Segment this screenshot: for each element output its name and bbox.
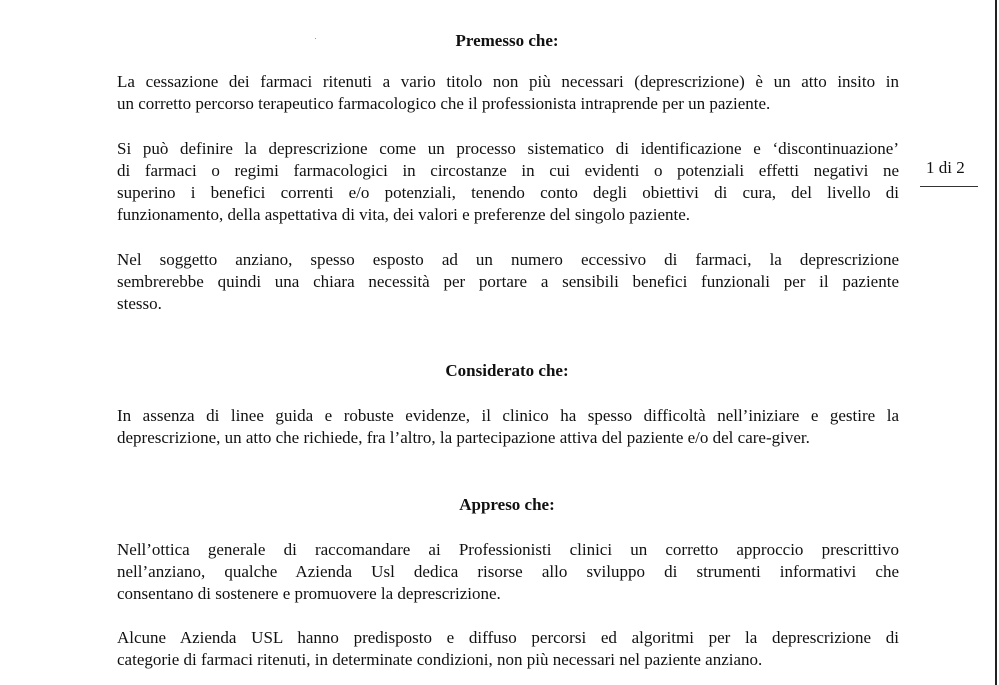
paragraph-premesso-2 [117, 138, 899, 226]
section-heading-premesso: Premesso che: [455, 31, 559, 50]
text-line: deprescrizione, un atto che richiede, fra l’altro, la partecipazione attiva del paziente e/o del care-giver. [117, 428, 810, 447]
text-line: nell’anziano, qualche Azienda Usl dedica risorse allo sviluppo di strumenti informativi che [117, 562, 899, 581]
text-line: La cessazione dei farmaci ritenuti a vario titolo non più necessari (deprescrizione) è un atto insito in [117, 72, 899, 91]
text-line: di farmaci o regimi farmacologici in circostanze in cui evidenti o potenziali effetti negativi ne [117, 161, 899, 180]
text-line: un corretto percorso terapeutico farmacologico che il professionista intraprende per un paziente. [117, 94, 771, 113]
text-line: Si può definire la deprescrizione come un processo sistematico di identificazione e ‘discontinuazione’ [117, 139, 899, 158]
page-indicator-rule [920, 186, 978, 187]
page-edge-border [995, 0, 997, 685]
paragraph-considerato-1 [117, 405, 899, 449]
text-line: funzionamento, della aspettativa di vita, dei valori e preferenze del singolo paziente. [117, 205, 691, 224]
text-line: sembrerebbe quindi una chiara necessità per portare a sensibili benefici funzionali per il paziente [117, 272, 899, 291]
text-line: stesso. [117, 294, 162, 313]
section-heading-considerato: Considerato che: [445, 361, 569, 380]
text-line: Alcune Azienda USL hanno predisposto e diffuso percorsi ed algoritmi per la deprescrizione di [117, 628, 899, 647]
paragraph-appreso-2 [117, 627, 899, 671]
text-line: Nel soggetto anziano, spesso esposto ad un numero eccessivo di farmaci, la deprescrizione [117, 250, 899, 269]
page-indicator: 1 di 2 [926, 158, 965, 177]
paragraph-appreso-1 [117, 539, 899, 605]
paragraph-premesso-1 [117, 71, 899, 115]
text-line: In assenza di linee guida e robuste evidenze, il clinico ha spesso difficoltà nell’iniziare e gestire la [117, 406, 899, 425]
text-line: superino i benefici correnti e/o potenziali, tenendo conto degli obiettivi di cura, del livello di [117, 183, 899, 202]
text-line: categorie di farmaci ritenuti, in determinate condizioni, non più necessari nel paziente anziano. [117, 650, 763, 669]
text-line: consentano di sostenere e promuovere la deprescrizione. [117, 584, 501, 603]
section-heading-appreso: Appreso che: [459, 495, 555, 514]
paragraph-premesso-3 [117, 249, 899, 315]
text-line: Nell’ottica generale di raccomandare ai Professionisti clinici un corretto approccio prescrittivo [117, 540, 899, 559]
